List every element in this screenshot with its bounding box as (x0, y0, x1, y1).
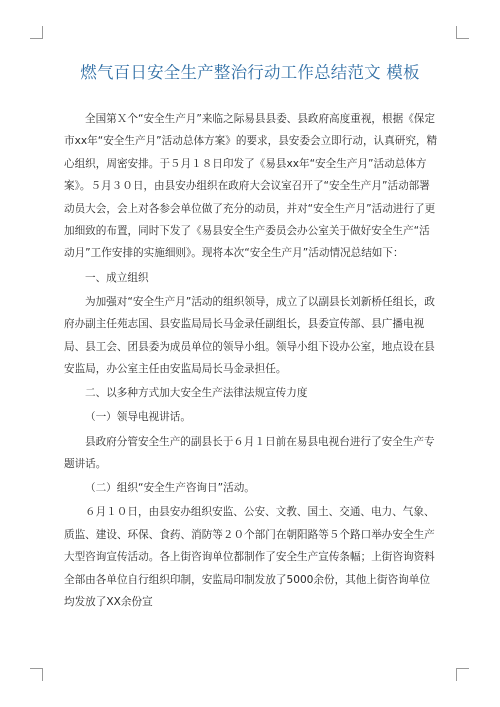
crop-mark-top-left (30, 26, 43, 39)
crop-mark-bottom-left (30, 668, 43, 681)
subsection-1-paragraph: 县政府分管安全生产的副县长于６月１日前在易县电视台进行了安全生产专题讲话。 (64, 435, 435, 471)
intro-paragraph: 全国第Ｘ个“安全生产月”来临之际易县县委、县政府高度重视，根据《保定市xx年“安全生产月”活动总体方案》的要求，县安委会立即行动，认真研究，精心组织，周密安排。于５月１８日印发了《易县xx年“安全生产月”活动总体方案》。５月３０日，由县安办组织在政府大会议室召开了“安全生产月”活动部署动员大会，会上对各参会单位做了充分的动员，并对“安全生产月”活动进行了更加细致的布置，同时下发了《易县安全生产委员会办公室关于做好安全生产“活动月”工作安排的实施细则》。现将本次“安全生产月”活动情况总结如下： (64, 113, 438, 260)
section-1-paragraph: 为加强对“安全生产月”活动的组织领导，成立了以副县长刘新桥任组长，政府办副主任苑志国、县安监局局长马金录任副组长，县委宣传部、县广播电视局、县工会、团县委为成员单位的领导小组。领导小组下设办公室，地点设在县安监局，办公室主任由安监局局长马金录担任。 (64, 295, 435, 376)
document-body (64, 108, 440, 615)
crop-mark-top-right (456, 26, 469, 39)
section-heading-2: 二、以多种方式加大安全生产法律法规宣传力度 (85, 387, 308, 400)
subsection-2-paragraph: ６月１０日，由县安办组织安监、公安、文教、国土、交通、电力、气象、质监、建设、环保、食药、消防等２０个部门在朝阳路等５个路口举办安全生产大型咨询宣传活动。各上街咨询单位都制作了安全生产宣传条幅；上街咨询资料全部由各单位自行组织印制，安监局印制发放了5000余份，其他上街咨询单位均发放了XX余份宣 (64, 506, 435, 609)
subsection-heading-2: （二）组织“安全生产咨询日”活动。 (85, 482, 255, 495)
crop-mark-bottom-right (456, 668, 469, 681)
subsection-heading-1: （一）领导电视讲话。 (85, 411, 191, 424)
section-heading-1: 一、成立组织 (85, 271, 149, 284)
document-title: 燃气百日安全生产整治行动工作总结范文 模板 (80, 63, 420, 82)
